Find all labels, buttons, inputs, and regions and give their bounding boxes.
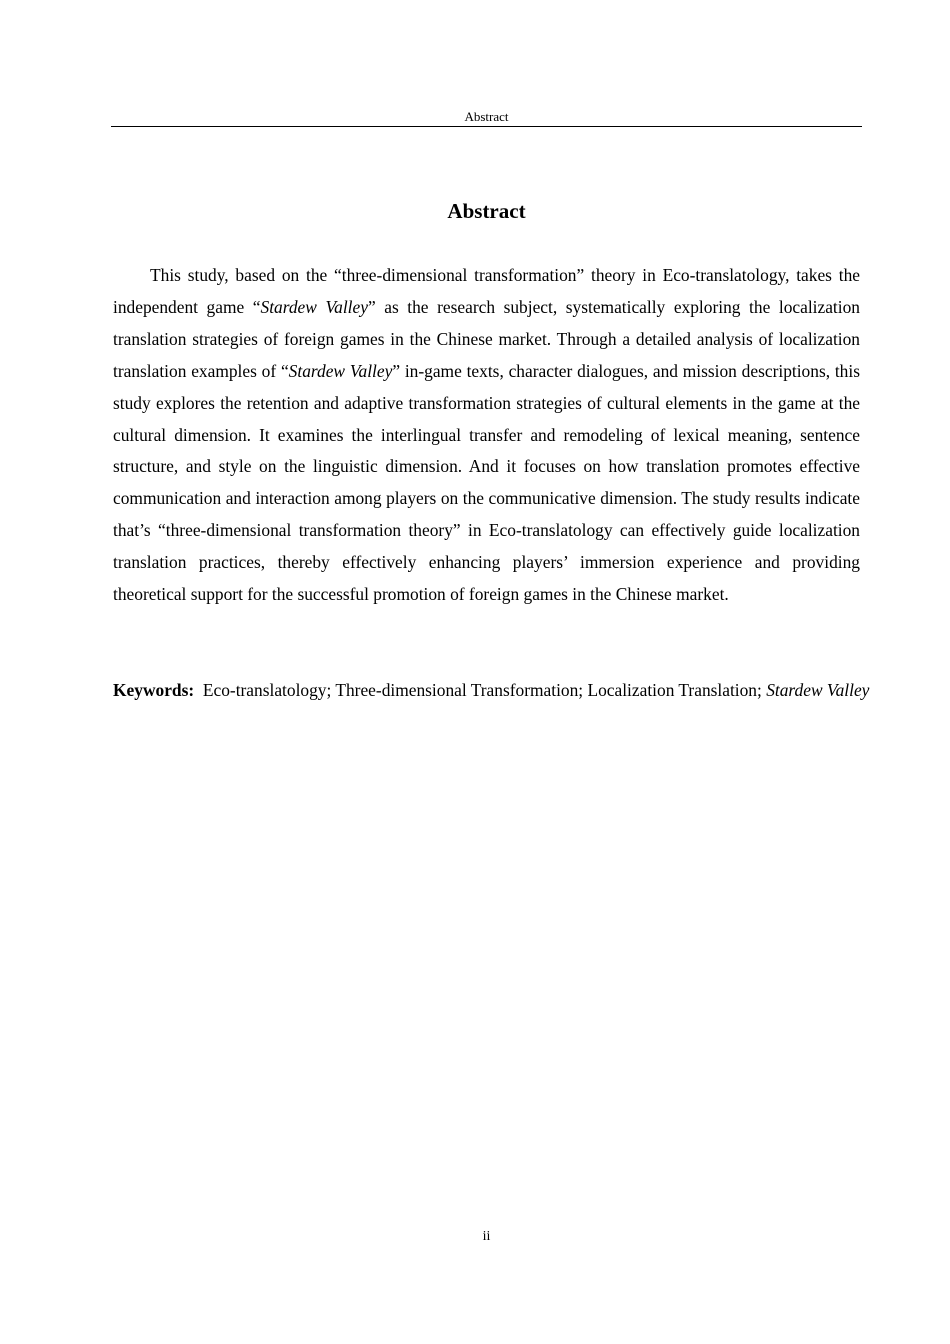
abstract-title: Abstract xyxy=(447,199,526,223)
keywords-block xyxy=(113,675,878,707)
game-title-italic-2: Stardew Valley xyxy=(288,360,393,381)
keywords-label: Keywords: xyxy=(113,680,195,700)
abstract-text-3: ” in-game texts, character dialogues, and mission descriptions, this study explores the retention and adaptive transformation strategies of cultural elements in the game at the cultural dimension. It examines the interlingual transfer and remodeling of lexical meaning, sentence structure, and style on the linguistic dimension. And it focuses on how translation promotes effective communication and interaction among players on the communicative dimension. The study results indicate that’s “three-dimensional transformation theory” in Eco-translatology can effectively guide localization translation practices, thereby effectively enhancing players’ immersion experience and providing theoretical support for the successful promotion of foreign games in the Chinese market. xyxy=(113,360,860,605)
page-number: ii xyxy=(482,1229,491,1244)
keywords-italic: Stardew Valley xyxy=(766,680,870,700)
abstract-text-2: ” as the research subject, systematically exploring the localization translation strategies of foreign games in the Chinese market. Through a detailed analysis of localization translation examples of “ xyxy=(113,296,860,381)
header-rule xyxy=(111,126,862,127)
abstract-paragraph xyxy=(113,260,860,611)
keywords-plain: Eco-translatology; Three-dimensional Transformation; Localization Translation; xyxy=(202,680,767,700)
keywords-list xyxy=(203,680,870,700)
abstract-text-1: This study, based on the “three-dimensional transformation” theory in Eco-translatology, takes the independent game “ xyxy=(113,265,860,317)
game-title-italic-1: Stardew Valley xyxy=(260,296,368,317)
running-header: Abstract xyxy=(464,109,509,124)
